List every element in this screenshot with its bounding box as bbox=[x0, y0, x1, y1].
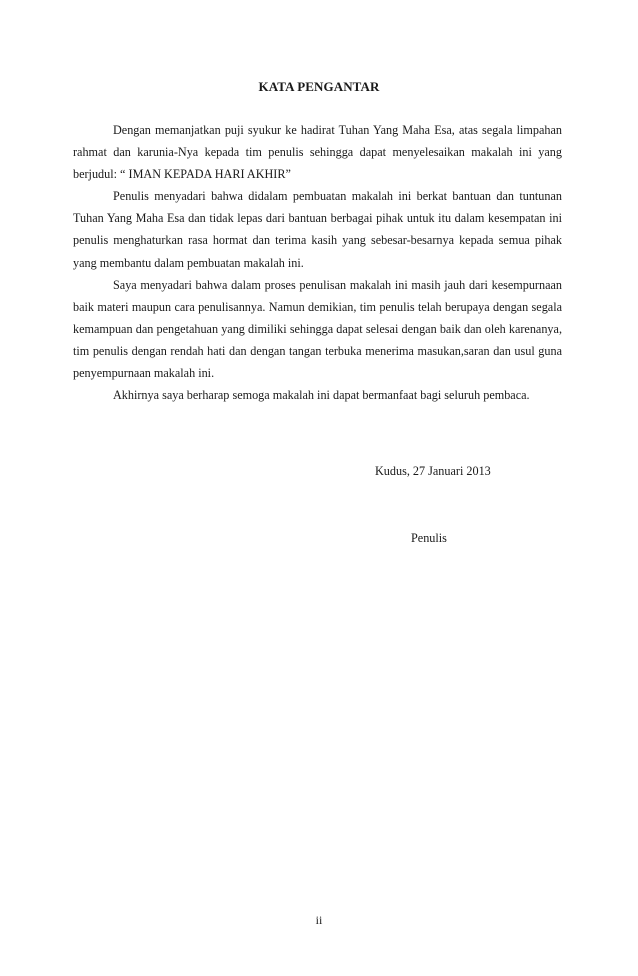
paragraph-opening: Dengan memanjatkan puji syukur ke hadirat Tuhan Yang Maha Esa, atas segala limpahan rahmat dan karunia-Nya kepada tim penulis sehingga dapat menyelesaikan makalah ini yang berjudul: “ IMAN KEPADA HARI AKHIR” bbox=[73, 123, 562, 182]
signature-author: Penulis bbox=[411, 531, 447, 545]
paragraph-limitations: Saya menyadari bahwa dalam proses penulisan makalah ini masih jauh dari kesempurnaan baik materi maupun cara penulisannya. Namun demikian, tim penulis telah berupaya dengan segala kemampuan dan pengetahuan yang dimiliki sehingga dapat selesai dengan baik dan oleh karenanya, tim penulis dengan rendah hati dan dengan tangan terbuka menerima masukan,saran dan usul guna penyempurnaan makalah ini. bbox=[73, 277, 562, 381]
page-title: KATA PENGANTAR bbox=[258, 79, 380, 94]
paragraph-closing: Akhirnya saya berharap semoga makalah ini dapat bermanfaat bagi seluruh pembaca. bbox=[113, 388, 530, 403]
page-number: ii bbox=[315, 913, 323, 927]
preface-body bbox=[73, 119, 562, 406]
signature-place-date: Kudus, 27 Januari 2013 bbox=[375, 464, 491, 478]
paragraph-acknowledgement: Penulis menyadari bahwa didalam pembuatan makalah ini berkat bantuan dan tuntunan Tuhan Yang Maha Esa dan tidak lepas dari bantuan berbagai pihak untuk itu dalam kesempatan ini penulis menghaturkan rasa hormat dan terima kasih yang sebesar-besarnya kepada semua pihak yang membantu dalam pembuatan makalah ini. bbox=[73, 189, 562, 270]
